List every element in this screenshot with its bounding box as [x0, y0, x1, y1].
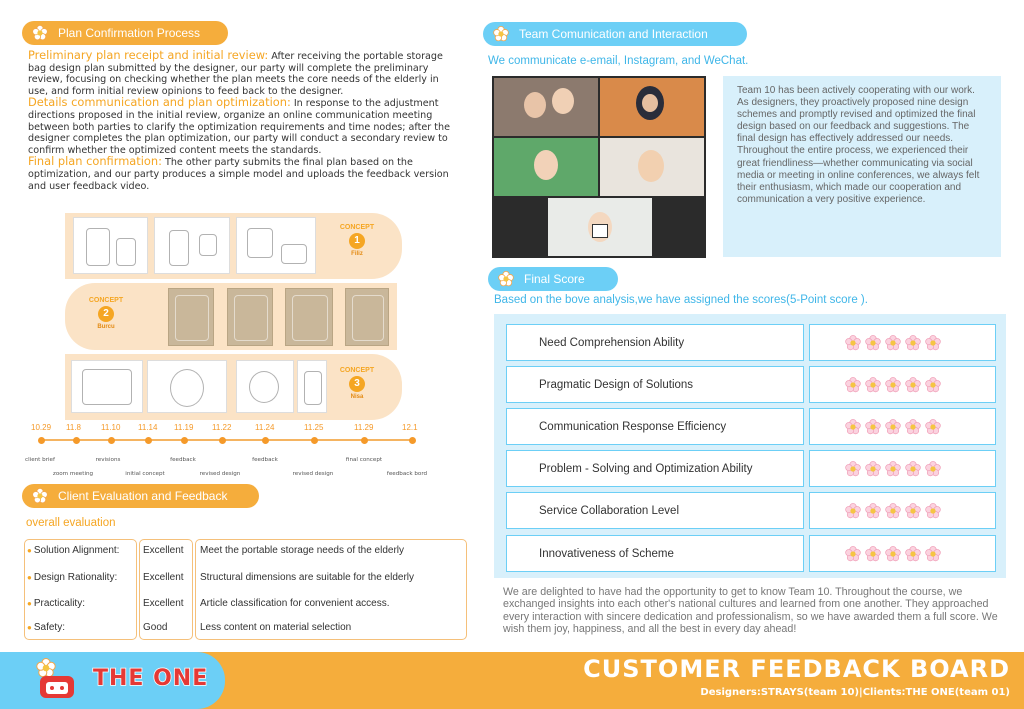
- timeline-date: 11.19: [174, 423, 194, 432]
- flower-rating-icon: [885, 461, 901, 477]
- concept-2-photo-4: [345, 288, 389, 346]
- flower-rating-icon: [905, 377, 921, 393]
- timeline-date: 10.29: [31, 423, 52, 432]
- concept-2-label: CONCEPT 2 Burcu: [88, 297, 124, 330]
- concept-3-sketch-3: [236, 360, 294, 413]
- logo-text: THE ONE: [93, 666, 209, 691]
- timeline-event: client brief: [25, 457, 55, 463]
- timeline-event: zoom meeting: [52, 471, 94, 477]
- evaluation-criterion: ● Solution Alignment:: [27, 545, 120, 556]
- team-subtitle: We communicate e-email, Instagram, and WeChat.: [488, 55, 749, 67]
- flower-rating-icon: [845, 461, 861, 477]
- final-score-header: [488, 267, 618, 291]
- p3-body: The other party submits the final plan based on the optimization, and our party produces a simple model and uploads the feedback version and user feedback video.: [28, 157, 449, 192]
- concept-3-sketch-1: [71, 360, 143, 413]
- timeline-event: revised design: [199, 471, 241, 477]
- score-criterion: Service Collaboration Level: [506, 492, 804, 529]
- timeline-date: 11.24: [255, 423, 275, 432]
- score-criterion: Problem - Solving and Optimization Ability: [506, 450, 804, 487]
- score-rating: [809, 492, 996, 529]
- evaluation-comment: Article classification for convenient access.: [200, 598, 390, 609]
- score-criterion: Communication Response Efficiency: [506, 408, 804, 445]
- timeline-dot: [219, 437, 226, 444]
- timeline-event: revisions: [95, 457, 121, 463]
- flower-rating-icon: [865, 335, 881, 351]
- flower-rating-icon: [925, 377, 941, 393]
- score-criterion: Pragmatic Design of Solutions: [506, 366, 804, 403]
- flower-rating-icon: [905, 503, 921, 519]
- flower-rating-icon: [925, 461, 941, 477]
- participant-tile: [600, 78, 704, 136]
- timeline-dot: [409, 437, 416, 444]
- evaluation-criterion: ● Design Rationality:: [27, 572, 118, 583]
- timeline-event: initial concept: [125, 471, 165, 477]
- timeline-date: 12.1: [402, 423, 418, 432]
- plan-process-text: [28, 50, 452, 192]
- evaluation-rating: Excellent: [143, 572, 184, 583]
- concept-2-photo-2: [227, 288, 273, 346]
- timeline-event: feedback bord: [386, 471, 428, 477]
- flower-rating-icon: [845, 503, 861, 519]
- flower-rating-icon: [925, 335, 941, 351]
- plan-title: Plan Confirmation Process: [58, 26, 201, 40]
- team-title: Team Comunication and Interaction: [519, 27, 708, 41]
- concept-1-sketch-1: [73, 217, 148, 274]
- participant-tile: [494, 78, 598, 136]
- concept-3-sketch-4: [297, 360, 327, 413]
- p1-heading: Preliminary plan receipt and initial review:: [28, 48, 269, 62]
- evaluation-comment: Less content on material selection: [200, 622, 352, 633]
- timeline-dot: [108, 437, 115, 444]
- flower-rating-icon: [865, 503, 881, 519]
- flower-rating-icon: [925, 546, 941, 562]
- flower-rating-icon: [905, 461, 921, 477]
- timeline-dot: [262, 437, 269, 444]
- concept-2-photo-3: [285, 288, 333, 346]
- evaluation-comment: Structural dimensions are suitable for the elderly: [200, 572, 414, 583]
- flower-rating-icon: [865, 461, 881, 477]
- concept-3-sketch-2: [147, 360, 227, 413]
- timeline-dot: [361, 437, 368, 444]
- credits: Designers:STRAYS(team 10)|Clients:THE ONE(team 01): [700, 687, 1010, 698]
- score-rating: [809, 324, 996, 361]
- evaluation-criterion: ● Practicality:: [27, 598, 85, 609]
- flower-rating-icon: [905, 335, 921, 351]
- p2-body: In response to the adjustment directions proposed in the initial review, organize an online communication meeting between both parties to clarify the optimization requirements and time nodes; after the designer completes the plan optimization, our party will conduct a secondary review to confirm whether the optimized content meets the standards.: [28, 98, 451, 156]
- flower-rating-icon: [885, 503, 901, 519]
- timeline-event: feedback: [252, 457, 278, 463]
- evaluation-rating: Excellent: [143, 598, 184, 609]
- flower-rating-icon: [905, 419, 921, 435]
- score-conclusion: We are delighted to have had the opportunity to get to know Team 10. Throughout the course, we exchanged insights into each other's national cultures and learned from one another. They approached every interaction with sincere dedication and professionalism, so we have awarded them a full score. We wish them joy, happiness, and all the best in every day ahead!: [503, 586, 998, 636]
- concept-1-label: CONCEPT 1 Filiz: [339, 224, 375, 257]
- timeline-dot: [181, 437, 188, 444]
- timeline-date: 11.25: [304, 423, 324, 432]
- evaluation-subtitle: overall evaluation: [26, 517, 116, 529]
- timeline-date: 11.22: [212, 423, 232, 432]
- flower-icon: [32, 488, 48, 504]
- concept-1-sketch-3: [236, 217, 316, 274]
- team-header: [483, 22, 747, 46]
- timeline-date: 11.29: [354, 423, 374, 432]
- score-rating: [809, 366, 996, 403]
- plan-confirmation-header: [22, 21, 228, 45]
- timeline-event: feedback: [170, 457, 196, 463]
- flower-icon: [32, 25, 48, 41]
- board-title: CUSTOMER FEEDBACK BOARD: [583, 655, 1010, 683]
- participant-tile: [494, 138, 598, 196]
- participant-tile: [548, 198, 652, 256]
- timeline-event: final concept: [345, 457, 383, 463]
- bullet-icon: ●: [27, 623, 32, 632]
- flower-rating-icon: [885, 419, 901, 435]
- p3-heading: Final plan confirmation:: [28, 154, 162, 169]
- timeline-event: revised design: [292, 471, 334, 477]
- timeline-date: 11.14: [138, 423, 158, 432]
- flower-rating-icon: [845, 335, 861, 351]
- evaluation-rating: Good: [143, 622, 168, 633]
- timeline-date: 11.8: [66, 423, 81, 432]
- flower-rating-icon: [845, 419, 861, 435]
- flower-rating-icon: [885, 546, 901, 562]
- score-title: Final Score: [524, 272, 585, 286]
- score-rating: [809, 450, 996, 487]
- flower-rating-icon: [925, 503, 941, 519]
- bullet-icon: ●: [27, 599, 32, 608]
- evaluation-comment: Meet the portable storage needs of the elderly: [200, 545, 405, 556]
- flower-rating-icon: [885, 335, 901, 351]
- concept-3-label: CONCEPT 3 Nisa: [339, 367, 375, 400]
- score-criterion: Innovativeness of Scheme: [506, 535, 804, 572]
- timeline-dot: [38, 437, 45, 444]
- timeline-dot: [311, 437, 318, 444]
- flower-rating-icon: [845, 546, 861, 562]
- flower-rating-icon: [865, 546, 881, 562]
- flower-rating-icon: [865, 419, 881, 435]
- bullet-icon: ●: [27, 573, 32, 582]
- score-rating: [809, 535, 996, 572]
- bullet-icon: ●: [27, 546, 32, 555]
- flower-icon: [493, 26, 509, 42]
- flower-rating-icon: [905, 546, 921, 562]
- concept-2-photo-1: [168, 288, 214, 346]
- score-rating: [809, 408, 996, 445]
- timeline-line: [40, 439, 413, 441]
- participant-tile: [600, 138, 704, 196]
- timeline-date: 11.10: [101, 423, 121, 432]
- p2-heading: Details communication and plan optimization:: [28, 95, 291, 110]
- p1-body: After receiving the portable storage bag design plan submitted by the designer, our party will complete the preliminary review, focusing on checking whether the plan meets the core needs of the elderly in use, and form initial review opinions to feed back to the designer.: [28, 51, 443, 97]
- flower-rating-icon: [845, 377, 861, 393]
- video-call-screenshot: [492, 76, 706, 258]
- evaluation-title: Client Evaluation and Feedback: [58, 489, 228, 503]
- timeline-dot: [73, 437, 80, 444]
- flower-rating-icon: [885, 377, 901, 393]
- score-criterion: Need Comprehension Ability: [506, 324, 804, 361]
- logo-mascot-icon: [34, 658, 80, 704]
- score-subtitle: Based on the bove analysis,we have assigned the scores(5-Point score ).: [494, 294, 868, 306]
- evaluation-rating: Excellent: [143, 545, 184, 556]
- flower-icon: [498, 271, 514, 287]
- evaluation-header: [22, 484, 259, 508]
- timeline-dot: [145, 437, 152, 444]
- evaluation-criterion: ● Safety:: [27, 622, 65, 633]
- concept-1-sketch-2: [154, 217, 230, 274]
- flower-rating-icon: [865, 377, 881, 393]
- flower-rating-icon: [925, 419, 941, 435]
- client-quote: Team 10 has been actively cooperating with our work. As designers, they proactively proposed nine design schemes and promptly revised and optimized the final design based on our feedback and suggestions. The final design has effectively addressed our needs. Throughout the entire process, we experienced their great friendliness—whether communicating via social media or meeting in online conferences, we always felt their enthusiasm, which made our cooperation and communication a very positive experience.: [723, 76, 1001, 257]
